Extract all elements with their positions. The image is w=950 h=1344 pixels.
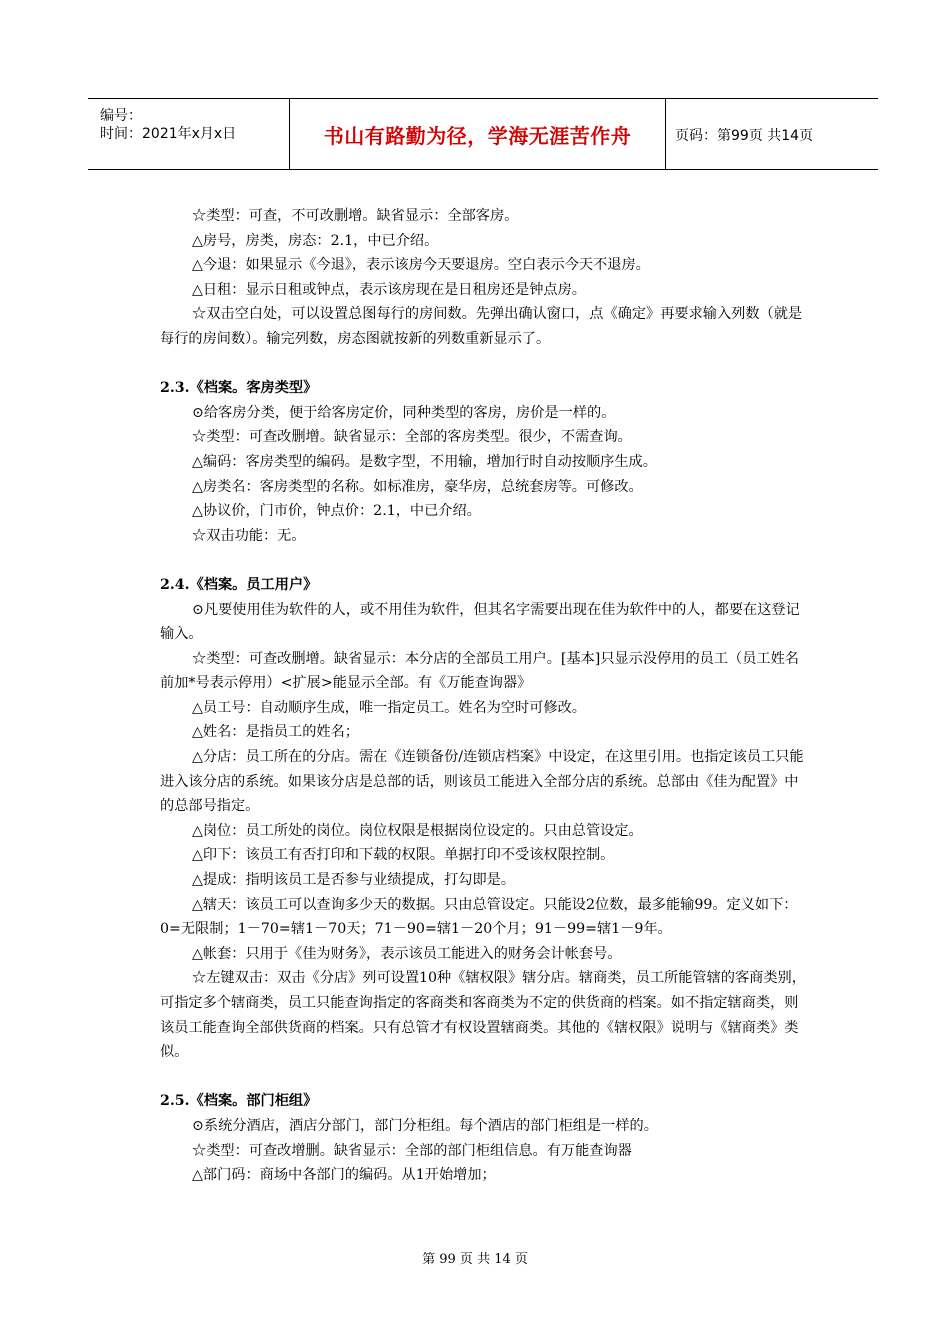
body-paragraph: △房类名：客房类型的名称。如标准房，豪华房，总统套房等。可修改。 xyxy=(192,478,643,495)
body-paragraph: △编码：客房类型的编码。是数字型，不用输，增加行时自动按顺序生成。 xyxy=(192,453,657,470)
section-gap xyxy=(160,548,810,573)
body-paragraph: ☆类型：可查改删增。缺省显示：本分店的全部员工用户。[基本]只显示没停用的员工（员工姓名前加*号表示停用）<扩展>能显示全部。有《万能查询器》 xyxy=(160,650,799,692)
header-page-cell xyxy=(665,99,878,169)
section-gap xyxy=(160,352,810,377)
body-paragraph: ⊙系统分酒店，酒店分部门，部门分柜组。每个酒店的部门柜组是一样的。 xyxy=(192,1117,658,1134)
body-paragraph: △房号，房类，房态：2.1，中已介绍。 xyxy=(192,232,439,249)
header-motto-cell xyxy=(289,99,666,169)
body-paragraph: △员工号：自动顺序生成，唯一指定员工。姓名为空时可修改。 xyxy=(192,699,586,716)
body-paragraph: ☆左键双击：双击《分店》列可设置10种《辖权限》辖分店。辖商类，员工所能管辖的客商类别，可指定多个辖商类，员工只能查询指定的客商类和客商类为不定的供货商的档案。如不指定辖商类，则该员工能查询全部供货商的档案。只有总管才有权设置辖商类。其他的《辖权限》说明与《辖商类》类似。 xyxy=(160,970,806,1061)
body-paragraph: △日租：显示日租或钟点，表示该房现在是日租房还是钟点房。 xyxy=(192,281,586,298)
header-meta-cell xyxy=(88,99,288,169)
document-body xyxy=(160,204,810,1188)
document-header xyxy=(88,98,878,170)
body-paragraph: ☆类型：可查改增删。缺省显示：全部的部门柜组信息。有万能查询器 xyxy=(192,1142,632,1159)
page-footer: 第 99 页 共 14 页 xyxy=(422,1252,528,1267)
body-paragraph: △姓名：是指员工的姓名； xyxy=(192,724,359,741)
body-paragraph: △协议价，门市价，钟点价：2.1，中已介绍。 xyxy=(192,503,481,520)
body-paragraph: △今退：如果显示《今退》，表示该房今天要退房。空白表示今天不退房。 xyxy=(192,257,650,274)
header-motto: 书山有路勤为径，学海无涯苦作舟 xyxy=(323,124,632,148)
section-heading: 2.5.《档案。部门柜组》 xyxy=(160,1093,318,1110)
body-paragraph: ⊙给客房分类，便于给客房定价，同种类型的客房，房价是一样的。 xyxy=(192,404,616,421)
body-paragraph: ☆双击空白处，可以设置总图每行的房间数。先弹出确认窗口，点《确定》再要求输入列数（就是每行的房间数）。输完列数，房态图就按新的列数重新显示了。 xyxy=(160,306,803,347)
section-gap xyxy=(160,1065,810,1090)
body-paragraph: ☆类型：可查，不可改删增。缺省显示：全部客房。 xyxy=(192,208,519,224)
body-paragraph: △岗位：员工所处的岗位。岗位权限是根据岗位设定的。只由总管设定。 xyxy=(192,822,643,839)
body-paragraph: △分店：员工所在的分店。需在《连锁备份/连锁店档案》中设定，在这里引用。也指定该员工只能进入该分店的系统。如果该分店是总部的话，则该员工能进入全部分店的系统。总部由《佳为配置》中的总部号指定。 xyxy=(160,749,804,815)
document-number-label: 编号： xyxy=(100,108,142,124)
body-paragraph: ⊙凡要使用佳为软件的人，或不用佳为软件，但其名字需要出现在佳为软件中的人，都要在这登记输入。 xyxy=(160,601,800,643)
document-time-label: 时间：2021年x月x日 xyxy=(100,126,237,142)
header-page-label: 页码：第99页 共14页 xyxy=(675,128,814,144)
section-heading: 2.4.《档案。员工用户》 xyxy=(160,576,318,593)
body-paragraph: ☆双击功能：无。 xyxy=(192,527,306,544)
body-paragraph: △印下：该员工有否打印和下载的权限。单据打印不受该权限控制。 xyxy=(192,847,615,864)
body-paragraph: △辖天：该员工可以查询多少天的数据。只由总管设定。只能设2位数，最多能输99。定义如下：0=无限制；1－70=辖1－70天；71－90=辖1－20个月；91－99=辖1－9年。 xyxy=(160,896,798,938)
body-paragraph: △帐套：只用于《佳为财务》，表示该员工能进入的财务会计帐套号。 xyxy=(192,945,622,962)
body-paragraph: ☆类型：可查改删增。缺省显示：全部的客房类型。很少，不需查询。 xyxy=(192,429,632,446)
section-heading: 2.3.《档案。客房类型》 xyxy=(160,380,318,397)
body-paragraph: △提成：指明该员工是否参与业绩提成，打勾即是。 xyxy=(192,872,516,889)
body-paragraph: △部门码：商场中各部门的编码。从1开始增加； xyxy=(192,1167,496,1184)
